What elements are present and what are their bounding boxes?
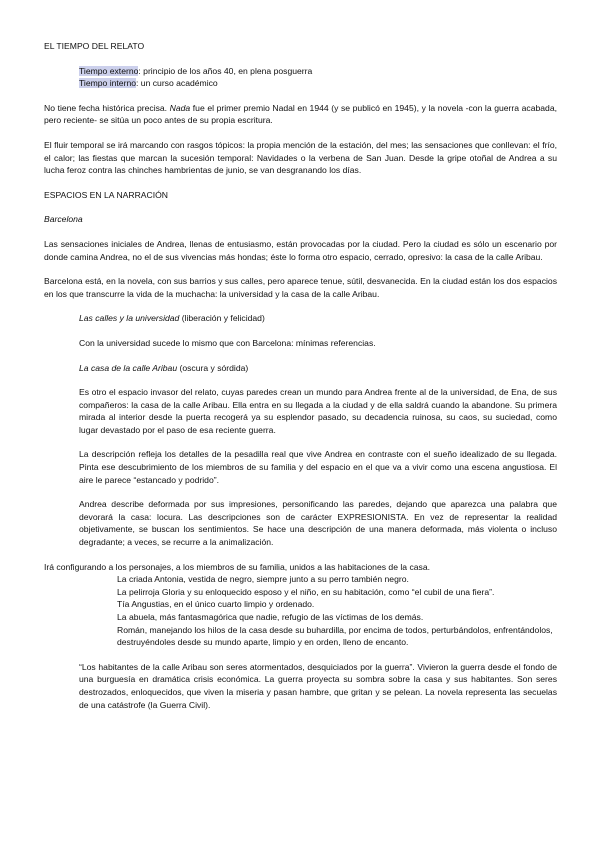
character-item: Román, manejando los hilos de la casa desde su buhardilla, por encima de todos, perturbándolos, enfrentándolos, destruyéndoles desde su mundo aparte, limpio y en orden, lleno de encanto. xyxy=(117,624,553,648)
paragraph-sensaciones: Las sensaciones iniciales de Andrea, llenas de entusiasmo, están provocadas por la ciudad. Pero la ciudad es sólo un escenario por donde camina Andrea, no el de sus vivencias más hondas; éste lo forma otro espacio, cerrado, opresivo: la casa de la calle Aribau. xyxy=(44,238,557,262)
tiempo-block xyxy=(79,65,557,90)
subheading-barcelona: Barcelona xyxy=(44,214,83,225)
novel-title-nada: Nada xyxy=(169,102,191,113)
tiempo-interno-label: Tiempo interno xyxy=(79,78,137,89)
paragraph-fluir: El fluir temporal se irá marcando con rasgos tópicos: la propia mención de la estación, del mes; las sensaciones que conllevan: el frío, el calor; las fiestas que marcan la sucesión temporal: Navidades o la verbena de San Juan. Desde la gripe otoñal de Andrea a su lucha feroz contra las chinches hambrientas de junio, se van desgranando los días. xyxy=(44,139,557,176)
paragraph-espacio-invasor: Es otro el espacio invasor del relato, cuyas paredes crean un mundo para Andrea frente al de la universidad, de Ena, de sus compañeros: la casa de la calle Aribau. Ella entra en su llegada a la ciudad y de ella saldrá cuando la abandone. Su primera mirada al interior desde la puerta recogerá ya su esplendor pasado, su decadencia ruinosa, su caos, su suciedad, como lugar devastado por el paso de esa reciente guerra. xyxy=(79,387,557,435)
subheading-calles xyxy=(79,312,557,325)
paragraph-personajes: Irá configurando a los personajes, a los miembros de su familia, unidos a las habitaciones de la casa. xyxy=(44,561,430,572)
calles-title: Las calles y la universidad xyxy=(79,313,180,324)
subheading-casa xyxy=(79,362,557,375)
paragraph-habitantes: “Los habitantes de la calle Aribau son seres atormentados, desquiciados por la guerra”. Vivieron la guerra desde el fondo de una burguesía en dramática crisis económica. La guerra proyecta su sombra sobre la casa y sus habitantes. Son seres destrozados, enloquecidos, que viven la miseria y pasan hambre, que gritan y se pelean. La novela representa las secuelas de una catástrofe (la Guerra Civil). xyxy=(79,661,557,710)
paragraph-barcelona: Barcelona está, en la novela, con sus barrios y sus calles, pero aparece tenue, sútil, desvanecida. En la ciudad están los dos espacios en los que transcurre la vida de la muchacha: la universidad y la casa de la calle Aribau. xyxy=(44,276,557,299)
paragraph-fecha-a: No tiene fecha histórica precisa. xyxy=(44,102,170,113)
casa-note: (oscura y sórdida) xyxy=(177,362,249,373)
document-page xyxy=(44,40,557,711)
character-item: La pelirroja Gloria y su enloquecido esposo y el niño, en su habitación, como “el cubil de una fiera”. xyxy=(117,586,495,597)
paragraph-fecha-b: fue el primer premio Nadal en 1944 (y se publicó en 1945), y la novela -con la guerra acabada, pero reciente- se sitúa un poco antes de su propia escritura. xyxy=(44,102,557,126)
tiempo-interno-text: : un curso académico xyxy=(136,78,218,89)
character-list xyxy=(117,573,557,649)
casa-title: La casa de la calle Aribau xyxy=(79,362,178,373)
paragraph-expresionista: Andrea describe deformada por sus impresiones, personificando las paredes, dejando que aparezca una palabra que devorará la casa: locura. Las descripciones son de carácter EXPRESIONISTA. En vez de representar la realidad objetivamente, se buscan los sentimientos. Se hace una descripción de una manera deformada, más violenta o incluso degradante; a veces, se recurre a la animalización. xyxy=(79,499,557,548)
character-item: La criada Antonia, vestida de negro, siempre junto a su perro también negro. xyxy=(117,574,409,585)
section-title-tiempo: EL TIEMPO DEL RELATO xyxy=(44,41,145,51)
paragraph-universidad: Con la universidad sucede lo mismo que con Barcelona: mínimas referencias. xyxy=(79,337,376,348)
paragraph-fecha xyxy=(44,102,557,127)
tiempo-externo-label: Tiempo externo xyxy=(79,65,139,76)
tiempo-externo xyxy=(79,65,557,78)
character-item: La abuela, más fantasmagórica que nadie, refugio de las víctimas de los demás. xyxy=(117,612,424,622)
character-item: Tía Angustias, en el único cuarto limpio y ordenado. xyxy=(117,599,315,610)
section-title-espacios: ESPACIOS EN LA NARRACIÓN xyxy=(44,189,169,200)
tiempo-interno xyxy=(79,77,557,90)
paragraph-descripcion: La descripción refleja los detalles de la pesadilla real que vive Andrea en contraste con el sueño idealizado de su llegada. Pinta ese descubrimiento de los miembros de su familia y del espacio en el que va a vivir como una escena angustiosa. El aire le parece “estancado y podrido”. xyxy=(79,449,557,485)
tiempo-externo-text: : principio de los años 40, en plena posguerra xyxy=(138,65,313,76)
calles-note: (liberación y felicidad) xyxy=(179,313,265,324)
